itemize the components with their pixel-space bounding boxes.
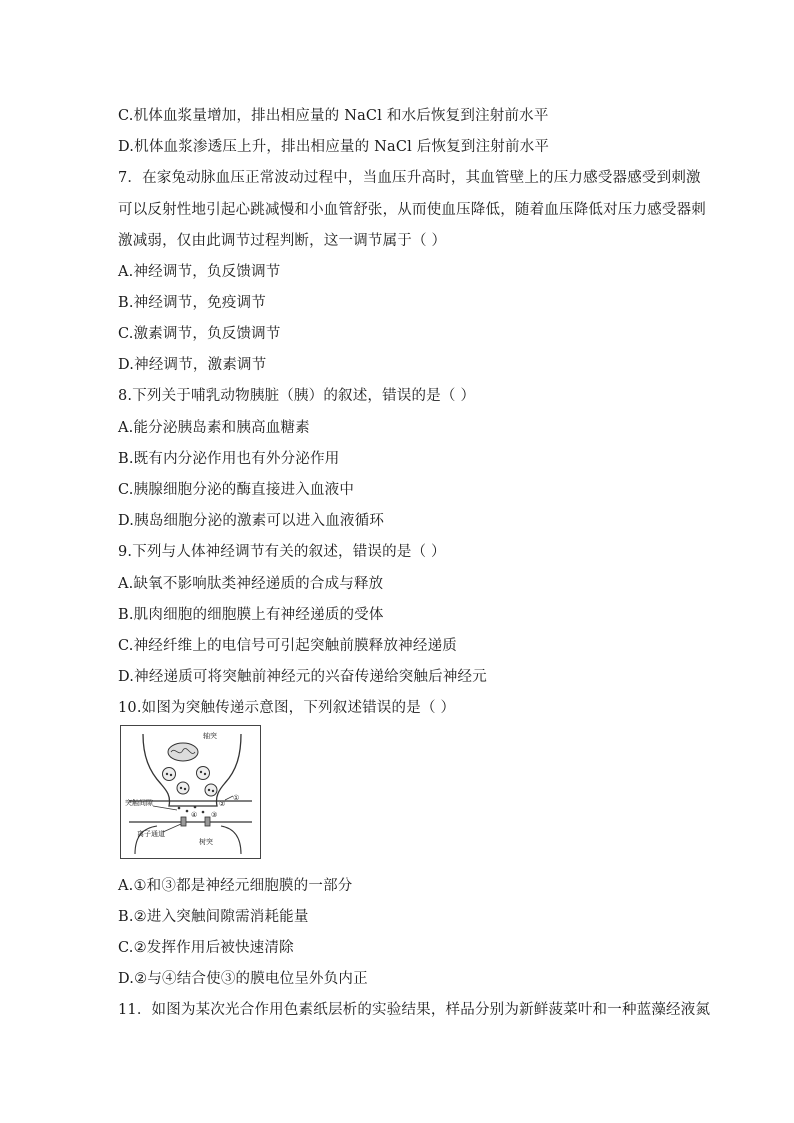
q9-stem: 9.下列与人体神经调节有关的叙述，错误的是（ ） xyxy=(118,544,446,560)
vesicle-dot xyxy=(180,787,182,789)
q7-stem-line-2: 可以反射性地引起心跳减慢和小血管舒张，从而使血压降低，随着血压降低对压力感受器刺 xyxy=(118,202,706,218)
q9-option-a: A.缺氧不影响肽类神经递质的合成与释放 xyxy=(118,576,384,592)
q7-option-b: B.神经调节，免疫调节 xyxy=(118,295,266,311)
synapse-diagram-svg xyxy=(121,726,260,858)
q7-option-d: D.神经调节，激素调节 xyxy=(118,357,267,373)
q8-option-a: A.能分泌胰岛素和胰高血糖素 xyxy=(118,420,310,436)
transmitter-dot xyxy=(186,810,189,813)
q7-option-a: A.神经调节，负反馈调节 xyxy=(118,264,281,280)
vesicle-4 xyxy=(205,784,217,796)
q9-option-c: C.神经纤维上的电信号可引起突触前膜释放神经递质 xyxy=(118,638,457,654)
q8-option-b: B.既有内分泌作用也有外分泌作用 xyxy=(118,451,340,467)
q7-stem-line-3: 激减弱，仅由此调节过程判断，这一调节属于（ ） xyxy=(118,233,447,249)
q10-option-c: C.②发挥作用后被快速清除 xyxy=(118,940,294,956)
vesicle-dot xyxy=(200,771,202,773)
marker-2: ② xyxy=(219,800,226,808)
label-ion-channel: 离子通道 xyxy=(137,830,165,838)
pointer-line-1 xyxy=(225,796,233,800)
synapse-diagram xyxy=(120,725,261,859)
receptor-left xyxy=(181,817,186,826)
q11-stem: 11．如图为某次光合作用色素纸层析的实验结果，样品分别为新鲜菠菜叶和一种蓝藻经液氮 xyxy=(118,1002,711,1018)
vesicle-3 xyxy=(177,782,189,794)
marker-3: ③ xyxy=(211,811,218,819)
marker-4: ④ xyxy=(191,811,198,819)
transmitter-dot xyxy=(178,807,181,810)
q7-option-c: C.激素调节，负反馈调节 xyxy=(118,326,281,342)
vesicle-dot xyxy=(170,774,172,776)
transmitter-dot xyxy=(202,811,205,814)
vesicle-dot xyxy=(166,773,168,775)
pointer-line-channel xyxy=(163,824,181,832)
q9-option-d: D.神经递质可将突触前神经元的兴奋传递给突触后神经元 xyxy=(118,669,487,685)
mitochondrion-shape xyxy=(168,743,198,761)
q10-option-d: D.②与④结合使③的膜电位呈外负内正 xyxy=(118,971,368,987)
q8-stem: 8.下列关于哺乳动物胰脏（胰）的叙述，错误的是（ ） xyxy=(118,388,476,404)
q8-option-d: D.胰岛细胞分泌的激素可以进入血液循环 xyxy=(118,513,385,529)
q10-option-a: A.①和③都是神经元细胞膜的一部分 xyxy=(118,878,353,894)
label-dendrite: 树突 xyxy=(199,838,213,846)
receptor-right xyxy=(205,817,210,826)
q10-stem: 10.如图为突触传递示意图，下列叙述错误的是（ ） xyxy=(118,700,456,716)
transmitter-dot xyxy=(194,806,197,809)
vesicle-dot xyxy=(184,788,186,790)
q10-option-b: B.②进入突触间隙需消耗能量 xyxy=(118,909,309,925)
q6-option-c: C.机体血浆量增加，排出相应量的 NaCl 和水后恢复到注射前水平 xyxy=(118,108,549,124)
label-synaptic-cleft: 突触间隙 xyxy=(125,799,153,807)
q9-option-b: B.肌肉细胞的细胞膜上有神经递质的受体 xyxy=(118,607,384,623)
label-axon: 轴突 xyxy=(203,732,217,740)
vesicle-dot xyxy=(208,789,210,791)
q7-stem-line-1: 7．在家兔动脉血压正常波动过程中，当血压升高时，其血管壁上的压力感受器感受到刺激 xyxy=(118,170,701,186)
vesicle-1 xyxy=(163,768,176,781)
vesicle-dot xyxy=(212,790,214,792)
q8-option-c: C.胰腺细胞分泌的酶直接进入血液中 xyxy=(118,482,355,498)
vesicle-dot xyxy=(204,773,206,775)
vesicle-2 xyxy=(197,767,210,780)
marker-1: ① xyxy=(233,794,240,802)
q6-option-d: D.机体血浆渗透压上升，排出相应量的 NaCl 后恢复到注射前水平 xyxy=(118,139,550,155)
